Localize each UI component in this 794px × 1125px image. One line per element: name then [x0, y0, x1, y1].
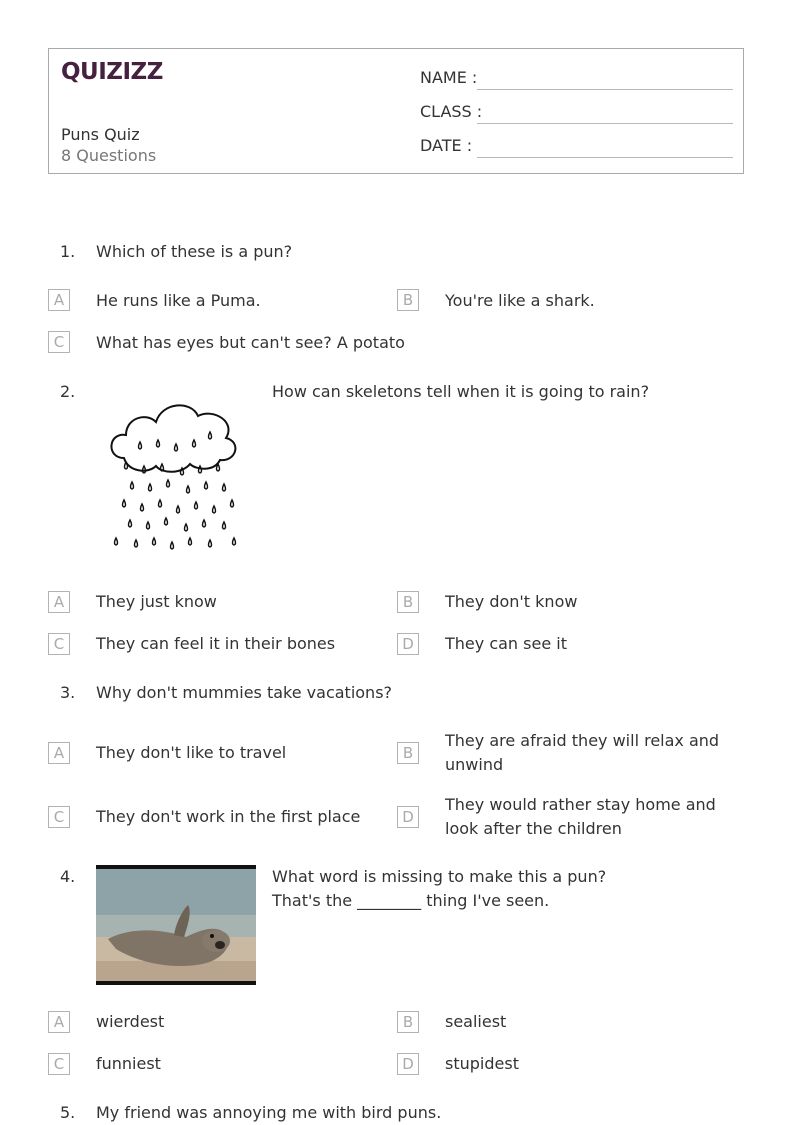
question-text-line-2: That's the ________ thing I've seen.: [272, 891, 550, 910]
question-number: 5.: [60, 1103, 76, 1122]
date-label: DATE :: [420, 136, 473, 155]
question-text: Why don't mummies take vacations?: [96, 683, 393, 702]
option-box[interactable]: A: [48, 1011, 70, 1033]
option-text: They are afraid they will relax and unwind: [445, 731, 720, 774]
class-label: CLASS :: [420, 102, 483, 121]
name-label: NAME :: [420, 68, 478, 87]
date-field[interactable]: [477, 157, 733, 158]
option-box[interactable]: B: [397, 591, 419, 613]
option-text: They can see it: [445, 634, 567, 653]
rain-cloud-image: [96, 380, 246, 560]
name-field[interactable]: [477, 89, 733, 90]
option-text: He runs like a Puma.: [96, 291, 261, 310]
option-box[interactable]: A: [48, 591, 70, 613]
option-box[interactable]: C: [48, 806, 70, 828]
option-box[interactable]: B: [397, 742, 419, 764]
question-text: How can skeletons tell when it is going to rain?: [272, 382, 650, 401]
option-text: funniest: [96, 1054, 161, 1073]
question-number: 3.: [60, 683, 76, 702]
question-number: 2.: [60, 382, 76, 401]
cloud-shape: [111, 405, 235, 471]
option-text: wierdest: [96, 1012, 165, 1031]
option-box[interactable]: D: [397, 806, 419, 828]
option-text: You're like a shark.: [445, 291, 595, 310]
option-box[interactable]: B: [397, 289, 419, 311]
option-text: They don't know: [445, 592, 578, 611]
worksheet-header: [48, 48, 744, 174]
quizizz-logo: QUIZIZZ: [61, 59, 163, 85]
question-text: My friend was annoying me with bird puns.: [96, 1103, 442, 1122]
quiz-title: Puns Quiz: [61, 125, 140, 144]
option-box[interactable]: C: [48, 1053, 70, 1075]
option-text: They don't like to travel: [96, 743, 287, 762]
option-box[interactable]: A: [48, 742, 70, 764]
option-text: They would rather stay home and look after the children: [445, 795, 716, 838]
question-text: Which of these is a pun?: [96, 242, 293, 261]
question-text-line-1: What word is missing to make this a pun?: [272, 867, 607, 886]
question-number: 4.: [60, 867, 76, 886]
class-field[interactable]: [477, 123, 733, 124]
question-count: 8 Questions: [61, 146, 157, 165]
option-text: They don't work in the first place: [96, 807, 361, 826]
option-box[interactable]: C: [48, 633, 70, 655]
option-box[interactable]: C: [48, 331, 70, 353]
seal-photo-image: [96, 865, 256, 985]
option-box[interactable]: A: [48, 289, 70, 311]
option-box[interactable]: D: [397, 1053, 419, 1075]
option-box[interactable]: D: [397, 633, 419, 655]
option-box[interactable]: B: [397, 1011, 419, 1033]
option-text: They can feel it in their bones: [96, 634, 336, 653]
option-text: They just know: [96, 592, 217, 611]
question-number: 1.: [60, 242, 76, 261]
option-text: What has eyes but can't see? A potato: [96, 333, 405, 352]
option-text: stupidest: [445, 1054, 519, 1073]
option-text: sealiest: [445, 1012, 507, 1031]
